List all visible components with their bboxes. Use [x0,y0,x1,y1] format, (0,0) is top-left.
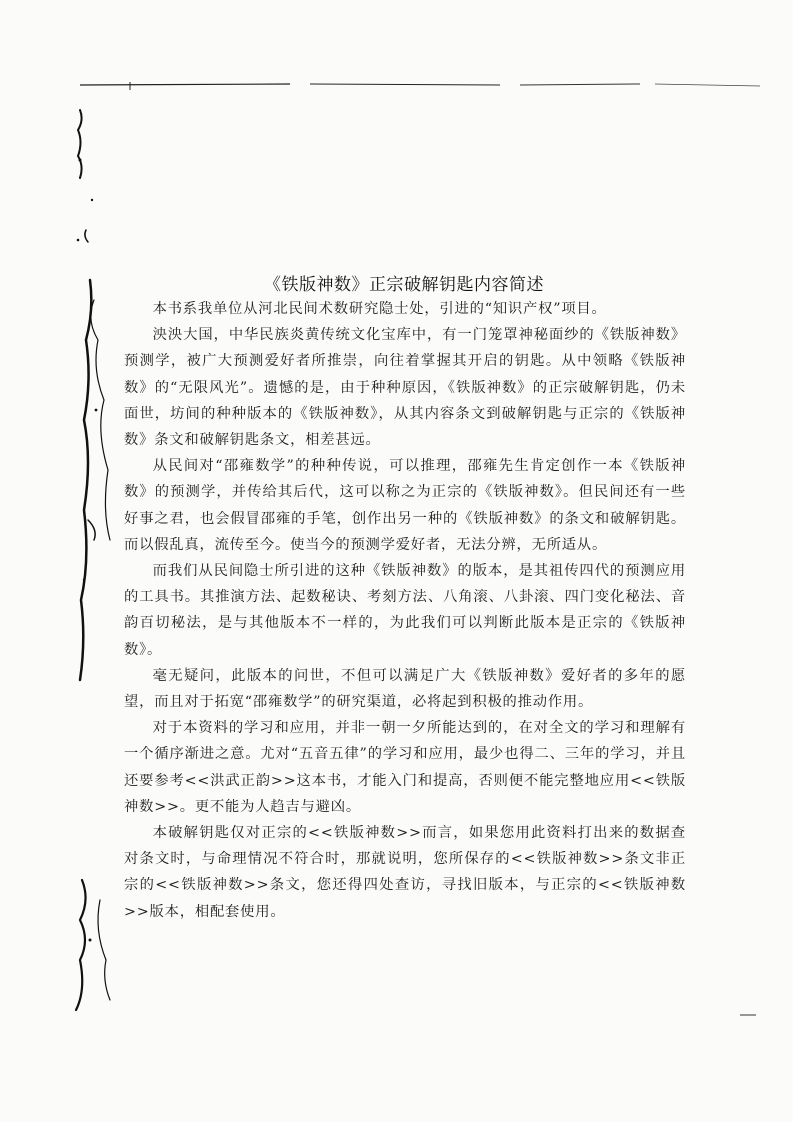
paragraph: 泱泱大国，中华民族炎黄传统文化宝库中，有一门笼罩神秘面纱的《铁版神数》预测学，被广大预测爱好者所推崇，向往着掌握其开启的钥匙。从中领略《铁版神数》的“无限风光”。遗憾的是，由于种种原因，《铁版神数》的正宗破解钥匙，仍未面世，坊间的种种版本的《铁版神数》，从其内容条文到破解钥匙与正宗的《铁版神数》条文和破解钥匙条文，相差甚远。 [124,327,686,449]
corner-mark [738,1012,758,1018]
paragraph: 而我们从民间隐士所引进的这种《铁版神数》的版本，是其祖传四代的预测应用的工具书。其推演方法、起数秘诀、考刻方法、八角滚、八卦滚、四门变化秘法、音韵百切秘法，是与其他版本不一样的，为此我们可以判断此版本是正宗的《铁版神数》。 [124,563,686,658]
paragraph: 本书系我单位从河北民间术数研究隐士处，引进的“知识产权”项目。 [152,301,607,317]
top-rule-line [80,82,760,90]
paragraph: 从民间对“邵雍数学”的种种传说，可以推理，邵雍先生肯定创作一本《铁版神数》的预测学，并传给其后代，这可以称之为正宗的《铁版神数》。但民间还有一些好事之君，也会假冒邵雍的手笔，创作出另一种的《铁版神数》的条文和破解钥匙。而以假乱真，流传至今。使当今的预测学爱好者，无法分辨，无所适从。 [124,458,686,553]
paragraph: 对于本资料的学习和应用，并非一朝一夕所能达到的，在对全文的学习和理解有一个循序渐进之意。尤对“五音五律”的学习和应用，最少也得二、三年的学习，并且还要参考<<洪武正韵>>这本书，才能入门和提高，否则便不能完整地应用<<铁版神数>>。更不能为人趋吉与避凶。 [124,720,686,815]
paragraph: 本破解钥匙仅对正宗的<<铁版神数>>而言，如果您用此资料打出来的数据查对条文时，与命理情况不符合时，那就说明，您所保存的<<铁版神数>>条文非正宗的<<铁版神数>>条文，您还得四处查访，寻找旧版本，与正宗的<<铁版神数>>版本，相配套使用。 [124,825,686,920]
paragraph: 毫无疑问，此版本的问世，不但可以满足广大《铁版神数》爱好者的多年的愿望，而且对于拓宽“邵雍数学”的研究渠道，必将起到积极的推动作用。 [124,667,686,711]
document-body [124,296,686,925]
document-title: 《铁版神数》正宗破解钥匙内容简述 [264,275,544,295]
